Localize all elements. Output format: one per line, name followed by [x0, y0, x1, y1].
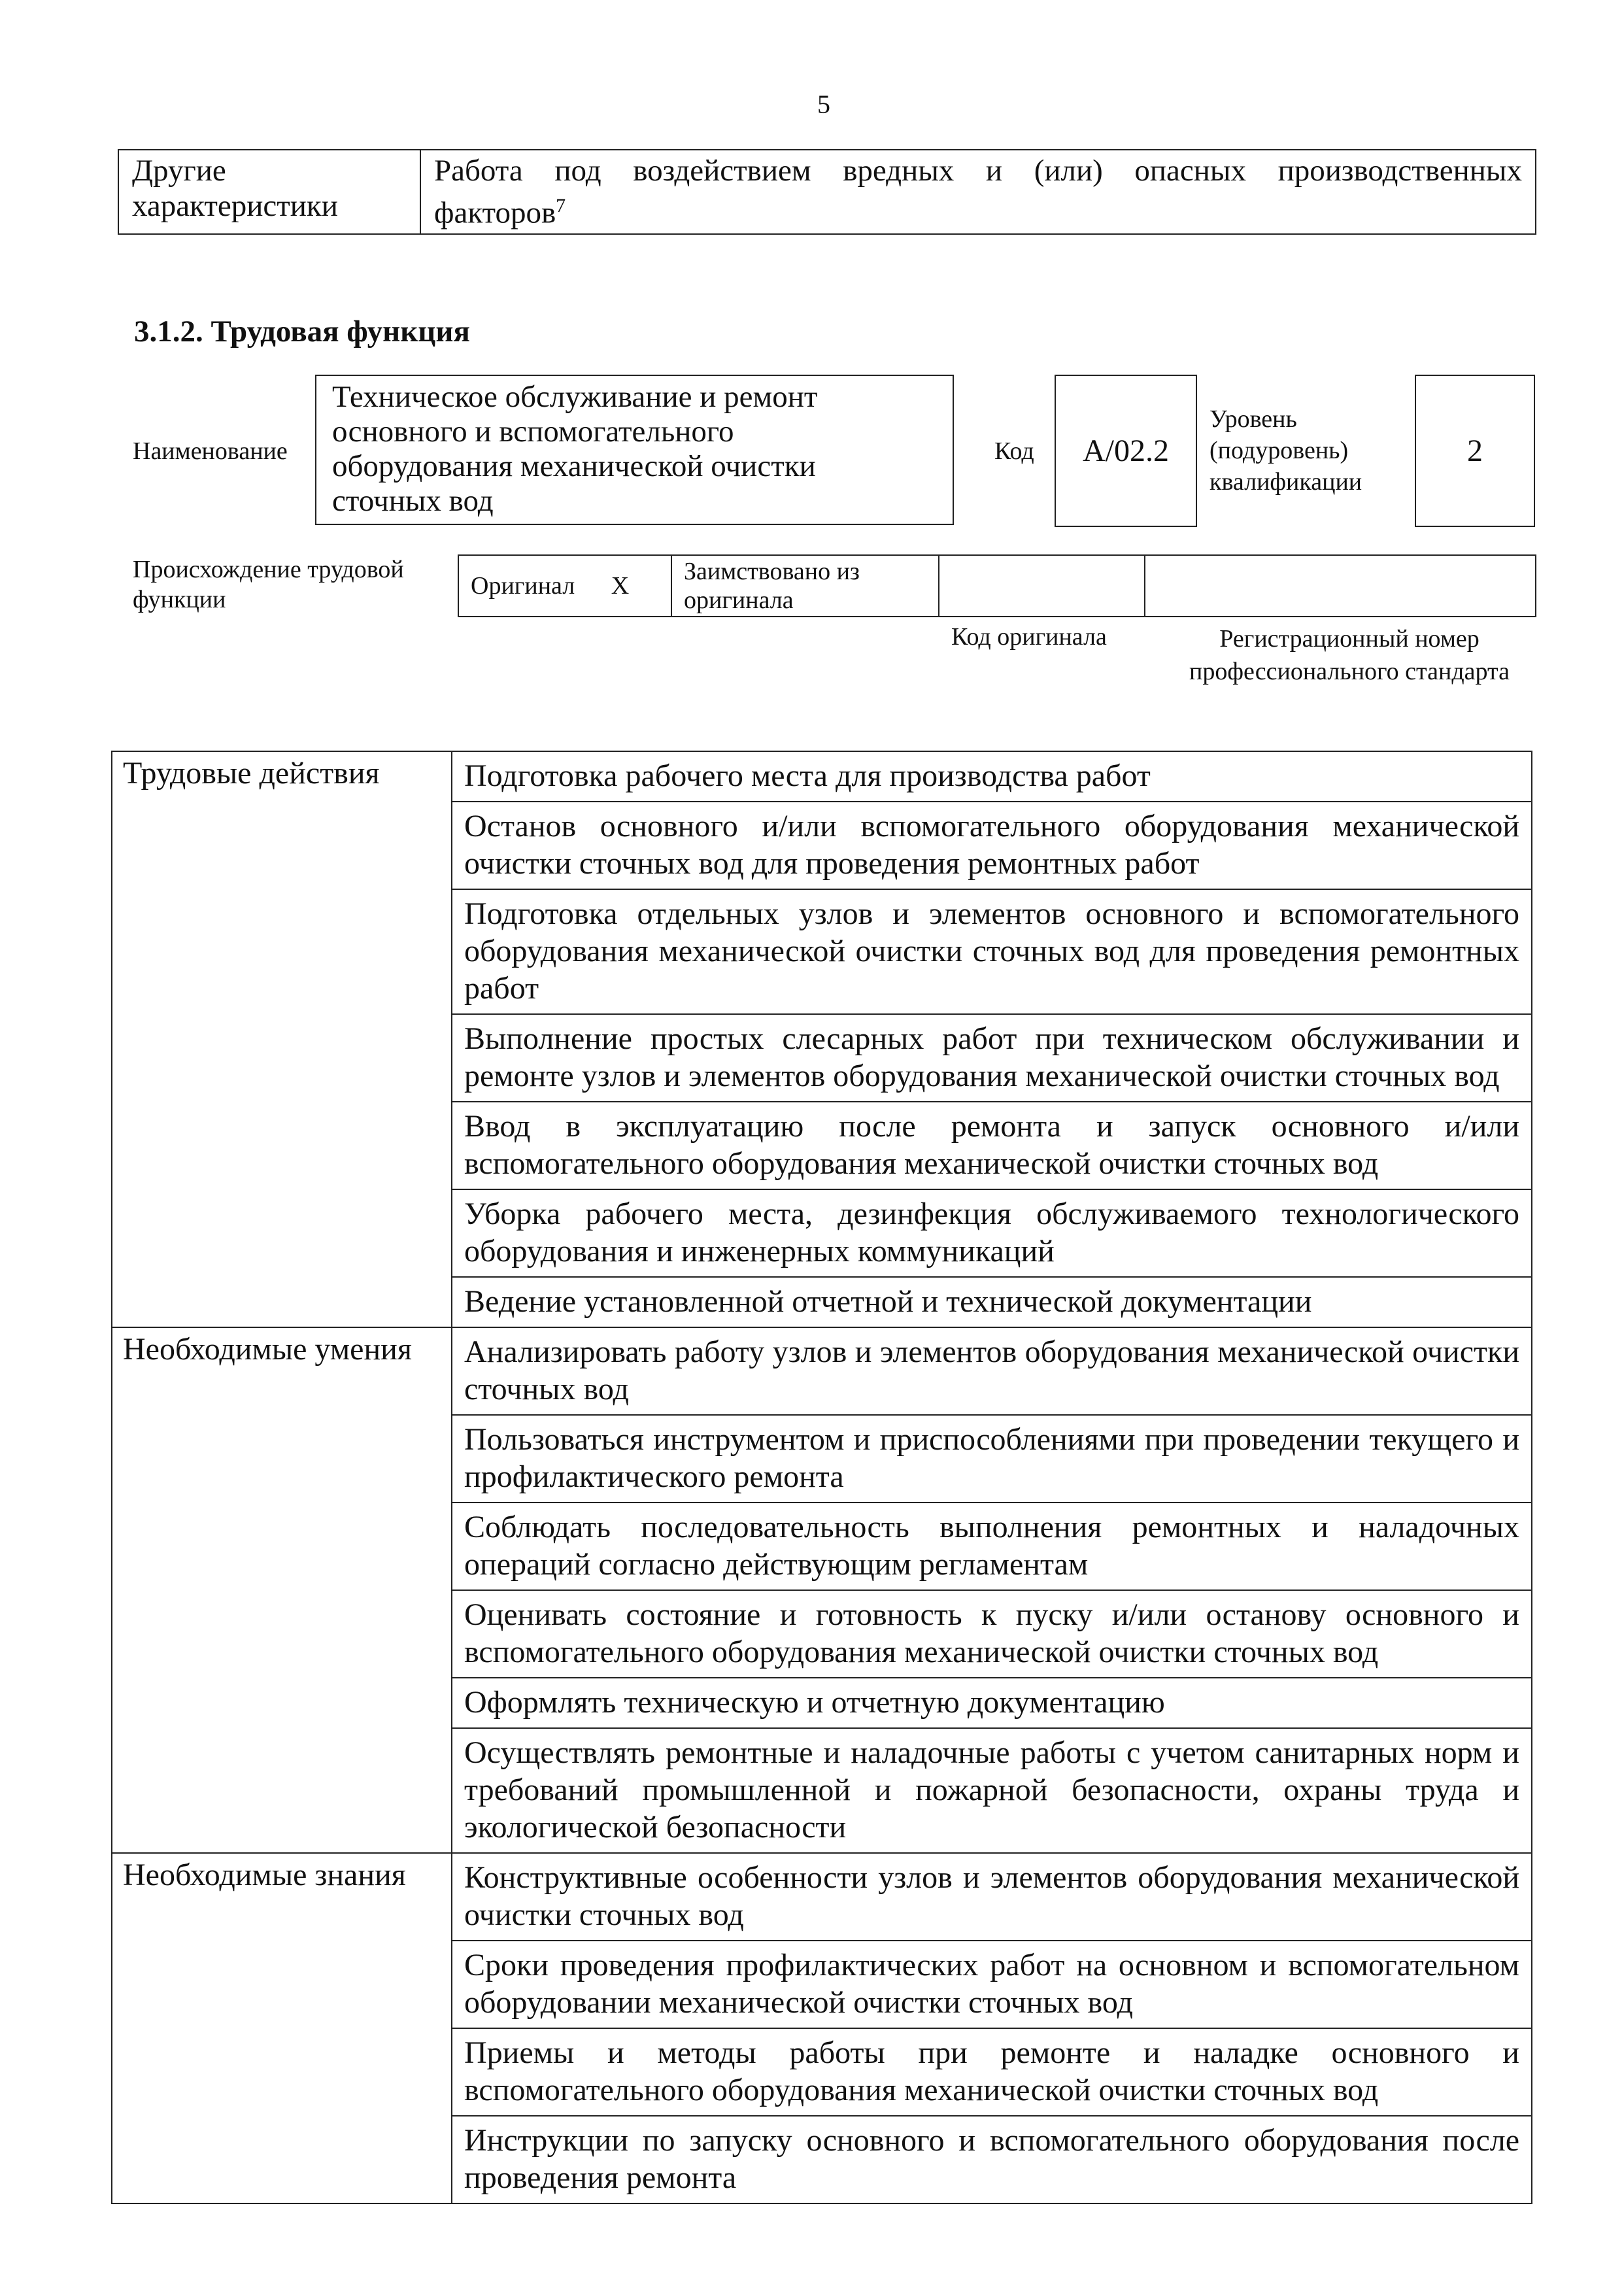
function-name-line: оборудования механической очистки	[332, 449, 816, 483]
function-name-line: основного и вспомогательного	[332, 415, 734, 449]
level-label-line: (подуровень)	[1210, 437, 1349, 464]
reg-number-label-line1: Регистрационный номер	[1219, 625, 1480, 653]
table-cell: Ведение установленной отчетной и технической документации	[452, 1277, 1532, 1327]
table-cell: Сроки проведения профилактических работ на основном и вспомогательном оборудовании механической очистки сточных вод	[452, 1941, 1532, 2028]
table-row	[112, 1853, 1532, 1941]
labor-function-table	[111, 751, 1532, 2204]
other-characteristics-label	[118, 150, 420, 234]
function-name-line: Техническое обслуживание и ремонт	[332, 380, 818, 414]
other-characteristics-label-line1: Другие	[132, 154, 226, 188]
table-cell: Соблюдать последовательность выполнения ремонтных и наладочных операций согласно действующим регламентам	[452, 1503, 1532, 1590]
original-mark: X	[611, 572, 630, 600]
table-cell: Конструктивные особенности узлов и элементов оборудования механической очистки сточных вод	[452, 1853, 1532, 1941]
code-original-label: Код оригинала	[951, 623, 1107, 651]
table-cell: Оценивать состояние и готовность к пуску и/или останову основного и вспомогательного оборудования механической очистки сточных вод	[452, 1590, 1532, 1678]
level-value: 2	[1467, 434, 1483, 468]
section-label-required-skills: Необходимые умения	[112, 1327, 452, 1853]
section-title: 3.1.2. Трудовая функция	[134, 314, 470, 348]
section-label-labor-actions: Трудовые действия	[112, 751, 452, 1327]
level-label	[1210, 403, 1362, 498]
other-characteristics-value-line1: Работа под воздействием вредных и (или) опасных производственных	[434, 154, 1522, 188]
other-characteristics-table	[118, 149, 1536, 235]
table-row	[112, 751, 1532, 802]
other-characteristics-value	[420, 150, 1536, 234]
level-label-line: Уровень	[1210, 405, 1297, 433]
level-label-line: квалификации	[1210, 468, 1362, 496]
name-label: Наименование	[133, 437, 288, 465]
table-cell: Останов основного и/или вспомогательного оборудования механической очистки сточных вод для проведения ремонтных работ	[452, 802, 1532, 889]
table-cell: Приемы и методы работы при ремонте и наладке основного и вспомогательного оборудования механической очистки сточных вод	[452, 2028, 1532, 2116]
table-cell: Осуществлять ремонтные и наладочные работы с учетом санитарных норм и требований промышленной и пожарной безопасности, охраны труда и экологической безопасности	[452, 1728, 1532, 1853]
borrowed-label-line2: оригинала	[684, 586, 794, 614]
table-cell: Анализировать работу узлов и элементов оборудования механической очистки сточных вод	[452, 1327, 1532, 1415]
footnote-marker: 7	[556, 195, 566, 216]
origin-row	[458, 555, 1536, 617]
table-cell: Инструкции по запуску основного и вспомогательного оборудования после проведения ремонта	[452, 2116, 1532, 2203]
table-cell: Выполнение простых слесарных работ при техническом обслуживании и ремонте узлов и элементов оборудования механической очистки сточных вод	[452, 1014, 1532, 1102]
origin-table	[458, 554, 1536, 617]
function-name-line: сточных вод	[332, 484, 494, 518]
table-cell: Пользоваться инструментом и приспособлениями при проведении текущего и профилактического ремонта	[452, 1415, 1532, 1503]
page-number: 5	[817, 90, 830, 119]
other-characteristics-value-line2-wrap	[434, 188, 1522, 231]
table-row	[112, 1327, 1532, 1415]
borrowed-label-line1: Заимствовано из	[684, 558, 860, 585]
origin-reg-number-cell	[1145, 555, 1536, 617]
table-cell: Подготовка рабочего места для производства работ	[452, 751, 1532, 802]
table-cell: Оформлять техническую и отчетную документацию	[452, 1678, 1532, 1728]
reg-number-label	[1160, 622, 1539, 688]
table-cell: Уборка рабочего места, дезинфекция обслуживаемого технологического оборудования и инженерных коммуникаций	[452, 1189, 1532, 1277]
table-cell: Подготовка отдельных узлов и элементов основного и вспомогательного оборудования механической очистки сточных вод для проведения ремонтных работ	[452, 889, 1532, 1014]
function-name-box	[315, 375, 954, 525]
original-label: Оригинал	[471, 572, 575, 600]
code-box	[1055, 375, 1197, 527]
origin-label-line1: Происхождение трудовой	[133, 556, 404, 583]
other-characteristics-row	[118, 150, 1536, 234]
other-characteristics-label-line2: характеристики	[132, 189, 338, 223]
origin-original-cell	[458, 555, 671, 617]
level-box	[1415, 375, 1535, 527]
origin-label-line2: функции	[133, 586, 226, 613]
reg-number-label-line2: профессионального стандарта	[1189, 658, 1510, 685]
code-label: Код	[994, 437, 1034, 465]
origin-code-cell	[939, 555, 1145, 617]
origin-label	[133, 554, 404, 615]
table-cell: Ввод в эксплуатацию после ремонта и запуск основного и/или вспомогательного оборудования механической очистки сточных вод	[452, 1102, 1532, 1189]
section-label-required-knowledge: Необходимые знания	[112, 1853, 452, 2203]
origin-borrowed-cell	[671, 555, 939, 617]
other-characteristics-value-line2: факторов	[434, 196, 556, 230]
code-value: А/02.2	[1083, 434, 1169, 468]
